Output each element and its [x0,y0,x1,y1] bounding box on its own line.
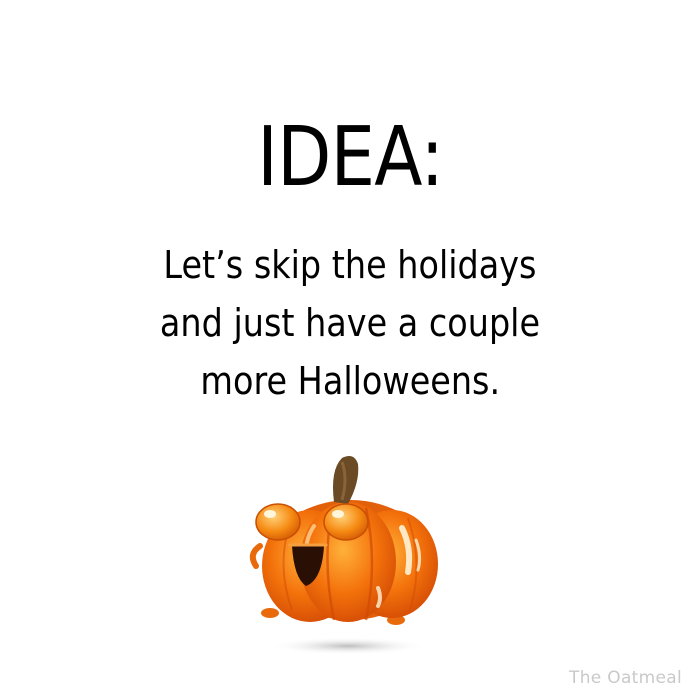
pumpkin-eye-shine-right [332,510,344,518]
caption-text [0,236,700,410]
headline-text: IDEA: [256,110,444,205]
pumpkin-foot-left [261,608,279,618]
pumpkin-eye-shine-left [264,510,276,518]
caption-line-3: more Halloweens. [200,359,500,403]
pumpkin-shadow [268,637,428,655]
caption-line-1: Let’s skip the holidays [163,243,537,287]
credit-signature: The Oatmeal [569,668,682,688]
pumpkin-highlight [378,588,380,606]
headline [0,108,700,208]
pumpkin-arm [253,546,260,566]
caption-line-2: and just have a couple [159,301,541,345]
pumpkin-character-icon [230,448,460,658]
